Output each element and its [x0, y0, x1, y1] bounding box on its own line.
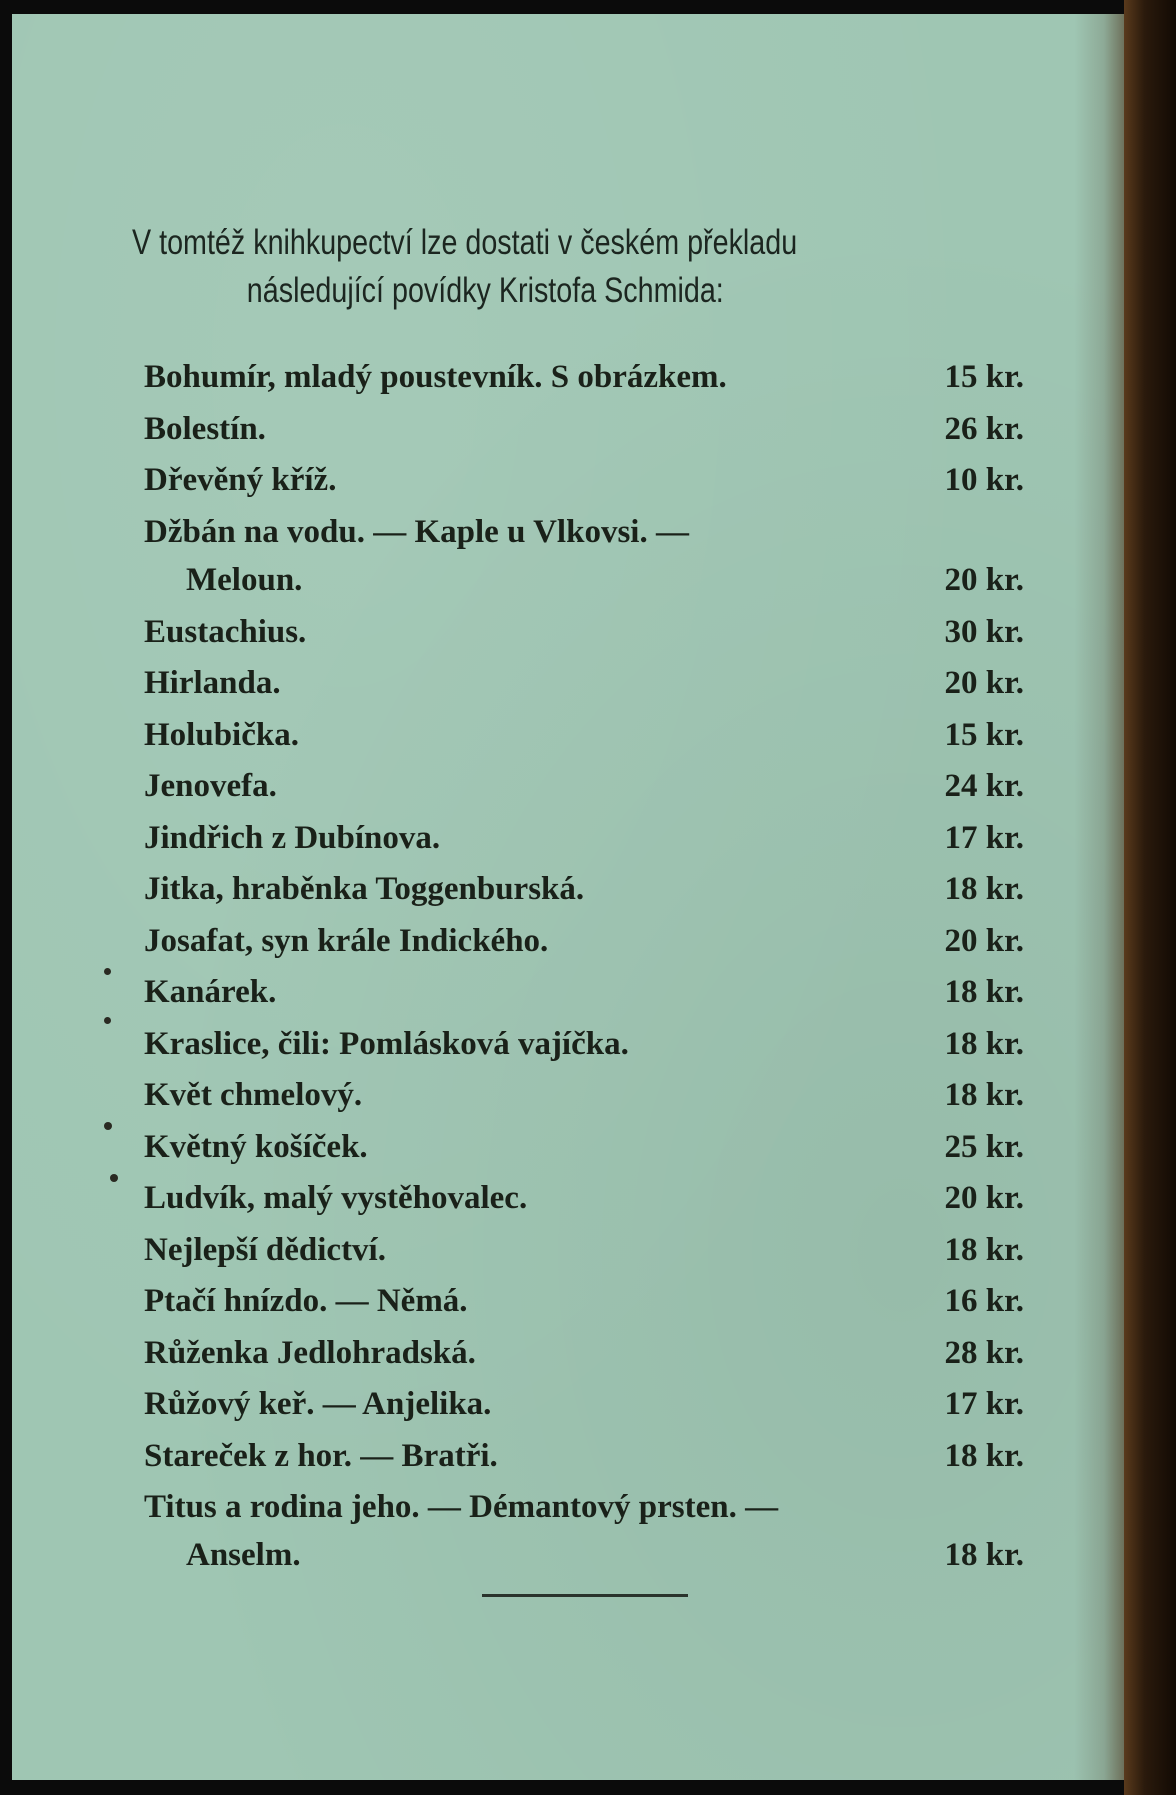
book-page: [12, 14, 1124, 1780]
list-item: [134, 352, 1024, 404]
entry-price: 15 kr.: [944, 716, 1024, 753]
ink-speck: [104, 1122, 112, 1130]
entry-price: 18 kr.: [944, 1077, 1024, 1113]
entry-price: 30 kr.: [944, 613, 1024, 650]
ink-speck: [110, 1174, 118, 1182]
list-item: [134, 607, 1024, 659]
entry-title: Holubička.: [144, 716, 299, 753]
list-item: [134, 710, 1024, 762]
entry-price: 17 kr.: [944, 819, 1024, 856]
list-item: [134, 658, 1024, 710]
book-binding: [1124, 0, 1176, 1795]
entry-price: 20 kr.: [944, 922, 1024, 959]
entry-price: 20 kr.: [944, 665, 1024, 701]
list-item: [134, 1019, 1024, 1071]
entry-title: Hirlanda.: [144, 665, 281, 701]
heading-line-2: následující povídky Kristofa Schmida:: [246, 271, 724, 310]
list-item: [134, 813, 1024, 865]
entry-price: 10 kr.: [944, 462, 1024, 498]
entry-title: Květný košíček.: [144, 1128, 368, 1165]
list-item: [134, 1070, 1024, 1122]
entry-price: 24 kr.: [944, 768, 1024, 804]
heading-line-1: V tomtéž knihkupectví lze dostati v českém překladu: [132, 223, 798, 262]
list-item: [134, 967, 1024, 1019]
ink-speck: [104, 968, 111, 975]
entry-title: Bolestín.: [144, 410, 266, 447]
entry-title: Stareček z hor. — Bratři.: [144, 1437, 498, 1474]
list-item: [134, 404, 1024, 456]
list-item: [134, 1276, 1024, 1328]
entry-title: Kanárek.: [144, 974, 277, 1010]
list-item: [134, 1482, 1024, 1582]
list-item: [134, 1431, 1024, 1483]
list-item: [134, 864, 1024, 916]
list-item: [134, 1173, 1024, 1225]
entry-price: 26 kr.: [944, 410, 1024, 447]
heading: [132, 219, 1042, 315]
entry-title: Jitka, hraběnka Toggenburská.: [144, 871, 585, 907]
entry-title: Růžový keř. — Anjelika.: [144, 1386, 492, 1422]
entry-title: Kraslice, čili: Pomlásková vajíčka.: [144, 1025, 629, 1062]
entry-price: 20 kr.: [944, 561, 1024, 598]
entry-title: Jenovefa.: [144, 768, 277, 804]
entry-price: 18 kr.: [944, 871, 1024, 907]
entry-title-continuation: Anselm.: [186, 1537, 301, 1573]
title-price-list: [134, 352, 1024, 1582]
list-item: [134, 1379, 1024, 1431]
entry-title: Josafat, syn krále Indického.: [144, 922, 549, 959]
entry-title: Nejlepší dědictví.: [144, 1231, 386, 1268]
list-item: [134, 916, 1024, 968]
list-item: [134, 455, 1024, 507]
entry-title: Titus a rodina jeho. — Démantový prsten. —: [144, 1489, 779, 1525]
entry-title: Džbán na vodu. — Kaple u Vlkovsi. —: [144, 513, 689, 550]
entry-title: Dřevěný kříž.: [144, 462, 337, 498]
list-item: [134, 1225, 1024, 1277]
entry-title: Květ chmelový.: [144, 1077, 363, 1113]
entry-title: Bohumír, mladý poustevník. S obrázkem.: [144, 359, 727, 395]
entry-price: 18 kr.: [944, 1537, 1024, 1573]
entry-price: 18 kr.: [944, 1231, 1024, 1268]
entry-price: 25 kr.: [944, 1128, 1024, 1165]
entry-price: 28 kr.: [944, 1334, 1024, 1371]
entry-price: 18 kr.: [944, 1025, 1024, 1062]
entry-price: 20 kr.: [944, 1180, 1024, 1216]
entry-title: Ludvík, malý vystěhovalec.: [144, 1180, 528, 1216]
entry-title: Eustachius.: [144, 613, 307, 650]
entry-title: Růženka Jedlohradská.: [144, 1334, 476, 1371]
list-item: [134, 507, 1024, 607]
list-item: [134, 1328, 1024, 1380]
entry-price: 18 kr.: [944, 1437, 1024, 1474]
entry-price: 16 kr.: [944, 1283, 1024, 1319]
list-item: [134, 1122, 1024, 1174]
ink-speck: [104, 1017, 111, 1024]
end-rule: [482, 1594, 688, 1597]
entry-price: 17 kr.: [944, 1386, 1024, 1422]
list-item: [134, 761, 1024, 813]
entry-title: Ptačí hnízdo. — Němá.: [144, 1283, 468, 1319]
page-edge-shadow: [1074, 14, 1124, 1780]
entry-price: 18 kr.: [944, 974, 1024, 1010]
entry-title-continuation: Meloun.: [186, 561, 303, 598]
entry-price: 15 kr.: [944, 359, 1024, 395]
entry-title: Jindřich z Dubínova.: [144, 819, 441, 856]
